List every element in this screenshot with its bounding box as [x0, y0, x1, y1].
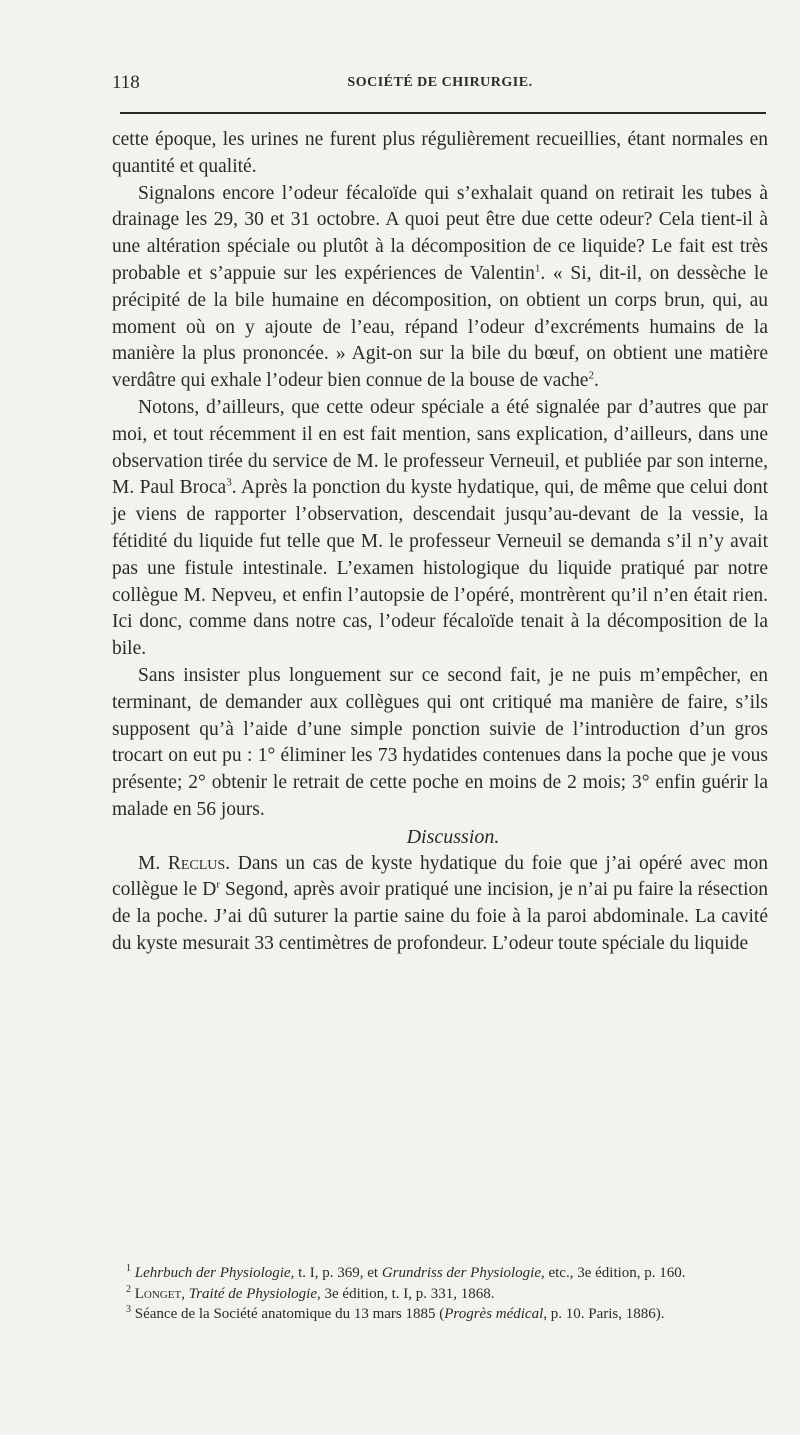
paragraph-2: Signalons encore l’odeur fécaloïde qui s’exhalait quand on retirait les tubes à drainage les 29, 30 et 31 octobre. A quoi peut être due cette odeur? Cela tient-il à une altération spéciale ou plutôt à la décomposition de ce liquide? Le fait est très probable et s’appuie sur les expériences de Valentin$^1$. « Si, dit-il, on dessèche le précipité de la bile humaine en décomposition, on obtient un corps brun, qui, au moment où on y ajoute de l’eau, répand l’odeur d’excréments humains de la manière la plus prononcée. » Agit-on sur la bile du bœuf, on obtient une matière verdâtre qui exhale l’odeur bien connue de la bouse de vache$^2$. — [112, 182, 768, 392]
header-rule — [120, 112, 766, 114]
footnotes — [112, 1263, 768, 1325]
footnote-ref-3: 3 — [226, 476, 232, 489]
footnote-2: $^2$ Longet, Traité de Physiologie, 3e édition, t. I, p. 331, 1868. — [126, 1283, 495, 1302]
speaker-name: Reclus — [167, 852, 226, 874]
footnote-ref-2: 2 — [588, 369, 594, 382]
paragraph-3: Notons, d’ailleurs, que cette odeur spéciale a été signalée par d’autres que par moi, et tout récemment il en est fait mention, sans explication, d’ailleurs, dans une observation tirée du service de M. le professeur Verneuil, et publiée par son interne, M. Paul Broca$^3$. Après la ponction du kyste hydatique, qui, de même que celui dont je viens de rapporter l’observation, descendait jusqu’au-devant de la vessie, la fétidité du liquide fut telle que M. le professeur Verneuil se demanda s’il n’y avait pas une fistule intestinale. L’examen histologique du liquide pratiqué par notre collègue M. Nepveu, et enfin l’autopsie de l’opéré, montrèrent qu’il n’en était rien. Ici donc, comme dans notre cas, l’odeur fécaloïde tenait à la décomposition de la bile. — [112, 396, 768, 660]
body-text — [112, 127, 768, 958]
paragraph-4: Sans insister plus longuement sur ce second fait, je ne puis m’empêcher, en terminant, de demander aux collègues qui ont critiqué ma manière de faire, s’ils supposent qu’à l’aide d’une simple ponction suivie de l’introduction d’un gros trocart on eut pu : 1° éliminer les 73 hydatides contenues dans la poche que je vous présente; 2° obtenir le retrait de cette poche en moins de 2 mois; 3° enfin guérir la malade en 56 jours. — [112, 664, 768, 820]
paragraph-5: M. Reclus. Dans un cas de kyste hydatique du foie que j’ai opéré avec mon collègue le $D^r$ Segond, après avoir pratiqué une incision, je n’ai pu faire la résection de la poche. J’ai dû suturer la partie saine du foie à la paroi abdominale. La cavité du kyste mesurait 33 centimètres de profondeur. L’odeur toute spéciale du liquide — [112, 852, 768, 954]
footnote-1: $^1$ Lehrbuch der Physiologie, t. I, p. 369, et Grundriss der Physiologie, etc., 3e édition, p. 160. — [126, 1263, 686, 1281]
footnote-ref-1: 1 — [534, 262, 541, 275]
running-head — [112, 72, 768, 100]
section-title: Discussion. — [406, 825, 500, 848]
page-number: 118 — [112, 72, 140, 93]
footnote-3: $^3$ Séance de la Société anatomique du 13 mars 1885 (Progrès médical, p. 10. Paris, 1886). — [126, 1304, 665, 1322]
paragraph-1: cette époque, les urines ne furent plus régulièrement recueillies, étant normales en quantité et qualité. — [112, 129, 768, 177]
running-title: SOCIÉTÉ DE CHIRURGIE. — [347, 75, 533, 90]
